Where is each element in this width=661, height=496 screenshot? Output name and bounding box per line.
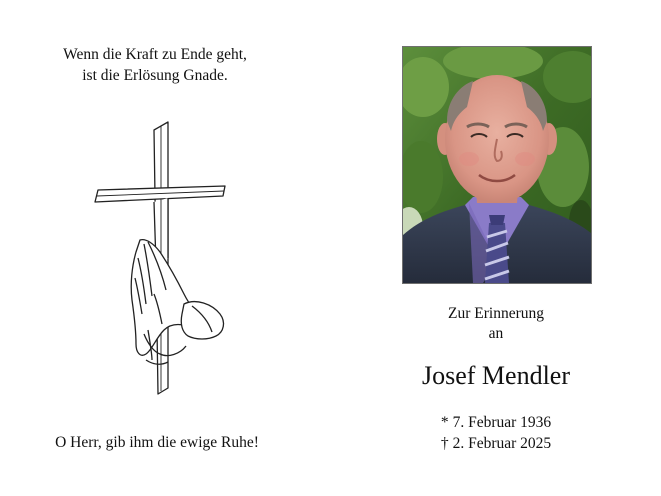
death-date-line: [390, 433, 602, 454]
death-symbol: †: [440, 435, 449, 452]
card-left-panel: [0, 0, 330, 496]
verse-line-2: ist die Erlösung Gnade.: [82, 67, 228, 84]
deceased-name: Josef Mendler: [421, 361, 570, 390]
memorial-intro-line-1: Zur Erinnerung: [448, 305, 544, 322]
memorial-intro: [390, 304, 602, 344]
memorial-intro-line-2: an: [488, 325, 504, 342]
life-dates: [390, 412, 602, 454]
birth-date: 7. Februar 1936: [452, 414, 552, 431]
card-right-panel: [330, 0, 661, 496]
birth-date-line: [390, 412, 602, 433]
closing-prayer: O Herr, gib ihm die ewige Ruhe!: [55, 434, 259, 451]
verse-line-1: Wenn die Kraft zu Ende geht,: [63, 46, 247, 63]
death-date: 2. Februar 2025: [452, 435, 552, 452]
verse-quote: [20, 44, 290, 86]
birth-symbol: *: [440, 414, 449, 431]
cross-with-praying-hands-icon: [88, 118, 248, 400]
portrait-photo: [402, 46, 592, 284]
